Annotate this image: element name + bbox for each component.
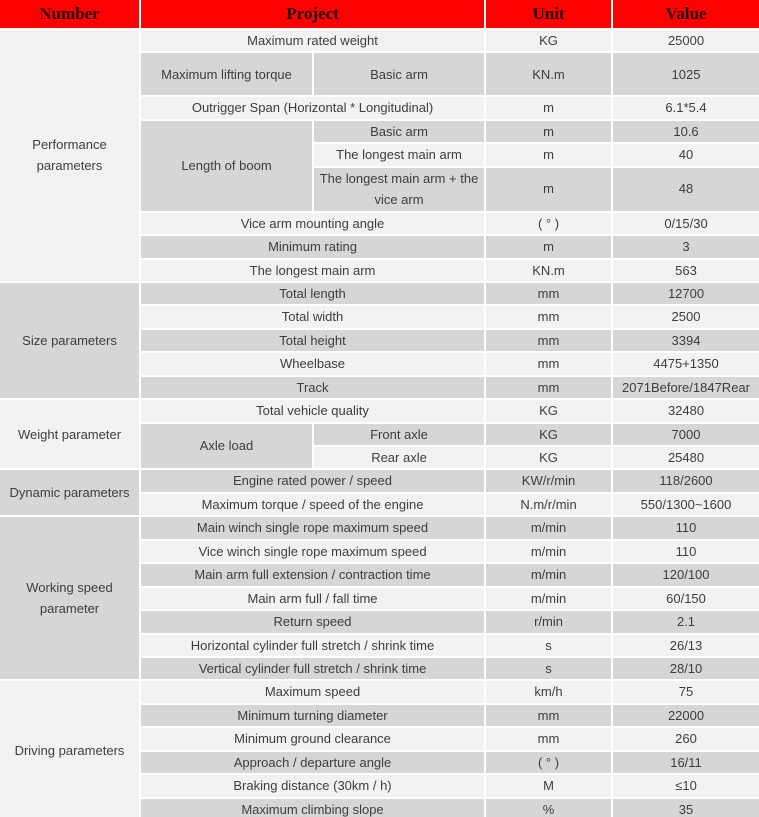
value-cell: 118/2600 — [612, 469, 759, 492]
table-row — [0, 680, 759, 703]
unit-cell: KN.m — [485, 52, 612, 96]
unit-cell: mm — [485, 727, 612, 750]
project-cell: Horizontal cylinder full stretch / shrink time — [140, 634, 485, 657]
unit-cell: m/min — [485, 587, 612, 610]
value-cell: 22000 — [612, 704, 759, 727]
value-cell: 25000 — [612, 29, 759, 52]
project-cell: Vertical cylinder full stretch / shrink time — [140, 657, 485, 680]
section-cell-performance: Performance parameters — [0, 29, 140, 282]
project-cell: Main winch single rope maximum speed — [140, 516, 485, 539]
value-cell: 28/10 — [612, 657, 759, 680]
value-cell: 40 — [612, 143, 759, 166]
section-cell-working-speed: Working speed parameter — [0, 516, 140, 680]
unit-cell: m/min — [485, 516, 612, 539]
project-sub-cell: Basic arm — [313, 52, 485, 96]
unit-cell: r/min — [485, 610, 612, 633]
value-cell: 10.6 — [612, 120, 759, 143]
value-cell: 563 — [612, 259, 759, 282]
project-cell: Total length — [140, 282, 485, 305]
project-cell: Maximum speed — [140, 680, 485, 703]
value-cell: 120/100 — [612, 563, 759, 586]
project-sub-cell: The longest main arm — [313, 143, 485, 166]
unit-cell: mm — [485, 282, 612, 305]
project-sub-cell: The longest main arm + the vice arm — [313, 167, 485, 212]
value-cell: 12700 — [612, 282, 759, 305]
value-cell: 550/1300~1600 — [612, 493, 759, 516]
section-cell-weight: Weight parameter — [0, 399, 140, 469]
unit-cell: KG — [485, 446, 612, 469]
project-group-cell-length-of-boom: Length of boom — [140, 120, 313, 212]
unit-cell: mm — [485, 704, 612, 727]
section-cell-size: Size parameters — [0, 282, 140, 399]
unit-cell: N.m/r/min — [485, 493, 612, 516]
project-sub-cell: Rear axle — [313, 446, 485, 469]
project-cell: Minimum turning diameter — [140, 704, 485, 727]
project-cell: Main arm full extension / contraction time — [140, 563, 485, 586]
value-cell: ≤10 — [612, 774, 759, 797]
value-cell: 3394 — [612, 329, 759, 352]
unit-cell: mm — [485, 376, 612, 399]
value-cell: 16/11 — [612, 751, 759, 774]
unit-cell: KG — [485, 399, 612, 422]
project-cell: Minimum ground clearance — [140, 727, 485, 750]
project-cell: Vice arm mounting angle — [140, 212, 485, 235]
unit-cell: M — [485, 774, 612, 797]
project-group-cell: Maximum lifting torque — [140, 52, 313, 96]
table-header — [0, 0, 759, 29]
table-row — [0, 29, 759, 52]
unit-cell: KG — [485, 423, 612, 446]
unit-cell: m — [485, 96, 612, 119]
table-row — [0, 469, 759, 492]
col-header-value: Value — [612, 0, 759, 29]
col-header-unit: Unit — [485, 0, 612, 29]
col-header-number: Number — [0, 0, 140, 29]
unit-cell: m — [485, 143, 612, 166]
value-cell: 2.1 — [612, 610, 759, 633]
project-cell: Wheelbase — [140, 352, 485, 375]
unit-cell: m — [485, 235, 612, 258]
value-cell: 60/150 — [612, 587, 759, 610]
col-header-project: Project — [140, 0, 485, 29]
project-cell: Engine rated power / speed — [140, 469, 485, 492]
unit-cell: s — [485, 634, 612, 657]
unit-cell: m/min — [485, 563, 612, 586]
value-cell: 75 — [612, 680, 759, 703]
value-cell: 3 — [612, 235, 759, 258]
value-cell: 4475+1350 — [612, 352, 759, 375]
unit-cell: km/h — [485, 680, 612, 703]
unit-cell: KN.m — [485, 259, 612, 282]
table-row — [0, 516, 759, 539]
project-cell: Return speed — [140, 610, 485, 633]
project-group-cell-axle-load: Axle load — [140, 423, 313, 470]
value-cell: 2071Before/1847Rear — [612, 376, 759, 399]
project-cell: Maximum torque / speed of the engine — [140, 493, 485, 516]
unit-cell: m/min — [485, 540, 612, 563]
value-cell: 25480 — [612, 446, 759, 469]
project-cell: Vice winch single rope maximum speed — [140, 540, 485, 563]
project-cell: Total width — [140, 305, 485, 328]
project-cell: Approach / departure angle — [140, 751, 485, 774]
table-row — [0, 399, 759, 422]
project-cell: Total height — [140, 329, 485, 352]
value-cell: 26/13 — [612, 634, 759, 657]
section-cell-driving: Driving parameters — [0, 680, 140, 817]
project-cell: Total vehicle quality — [140, 399, 485, 422]
value-cell: 2500 — [612, 305, 759, 328]
project-sub-cell: Front axle — [313, 423, 485, 446]
value-cell: 48 — [612, 167, 759, 212]
project-cell: The longest main arm — [140, 259, 485, 282]
value-cell: 7000 — [612, 423, 759, 446]
value-cell: 35 — [612, 798, 759, 817]
table-body — [0, 29, 759, 817]
section-cell-dynamic: Dynamic parameters — [0, 469, 140, 516]
project-cell: Maximum climbing slope — [140, 798, 485, 817]
value-cell: 6.1*5.4 — [612, 96, 759, 119]
header-row — [0, 0, 759, 29]
project-cell: Braking distance (30km / h) — [140, 774, 485, 797]
unit-cell: KG — [485, 29, 612, 52]
project-cell: Maximum rated weight — [140, 29, 485, 52]
unit-cell: ( ° ) — [485, 751, 612, 774]
value-cell: 1025 — [612, 52, 759, 96]
unit-cell: mm — [485, 329, 612, 352]
unit-cell: KW/r/min — [485, 469, 612, 492]
value-cell: 110 — [612, 516, 759, 539]
unit-cell: s — [485, 657, 612, 680]
project-sub-cell: Basic arm — [313, 120, 485, 143]
unit-cell: m — [485, 167, 612, 212]
value-cell: 110 — [612, 540, 759, 563]
unit-cell: m — [485, 120, 612, 143]
project-cell: Main arm full / fall time — [140, 587, 485, 610]
value-cell: 0/15/30 — [612, 212, 759, 235]
value-cell: 32480 — [612, 399, 759, 422]
unit-cell: ( ° ) — [485, 212, 612, 235]
value-cell: 260 — [612, 727, 759, 750]
project-cell: Track — [140, 376, 485, 399]
unit-cell: % — [485, 798, 612, 817]
unit-cell: mm — [485, 352, 612, 375]
unit-cell: mm — [485, 305, 612, 328]
project-cell: Minimum rating — [140, 235, 485, 258]
project-cell: Outrigger Span (Horizontal * Longitudinal) — [140, 96, 485, 119]
table-row — [0, 282, 759, 305]
